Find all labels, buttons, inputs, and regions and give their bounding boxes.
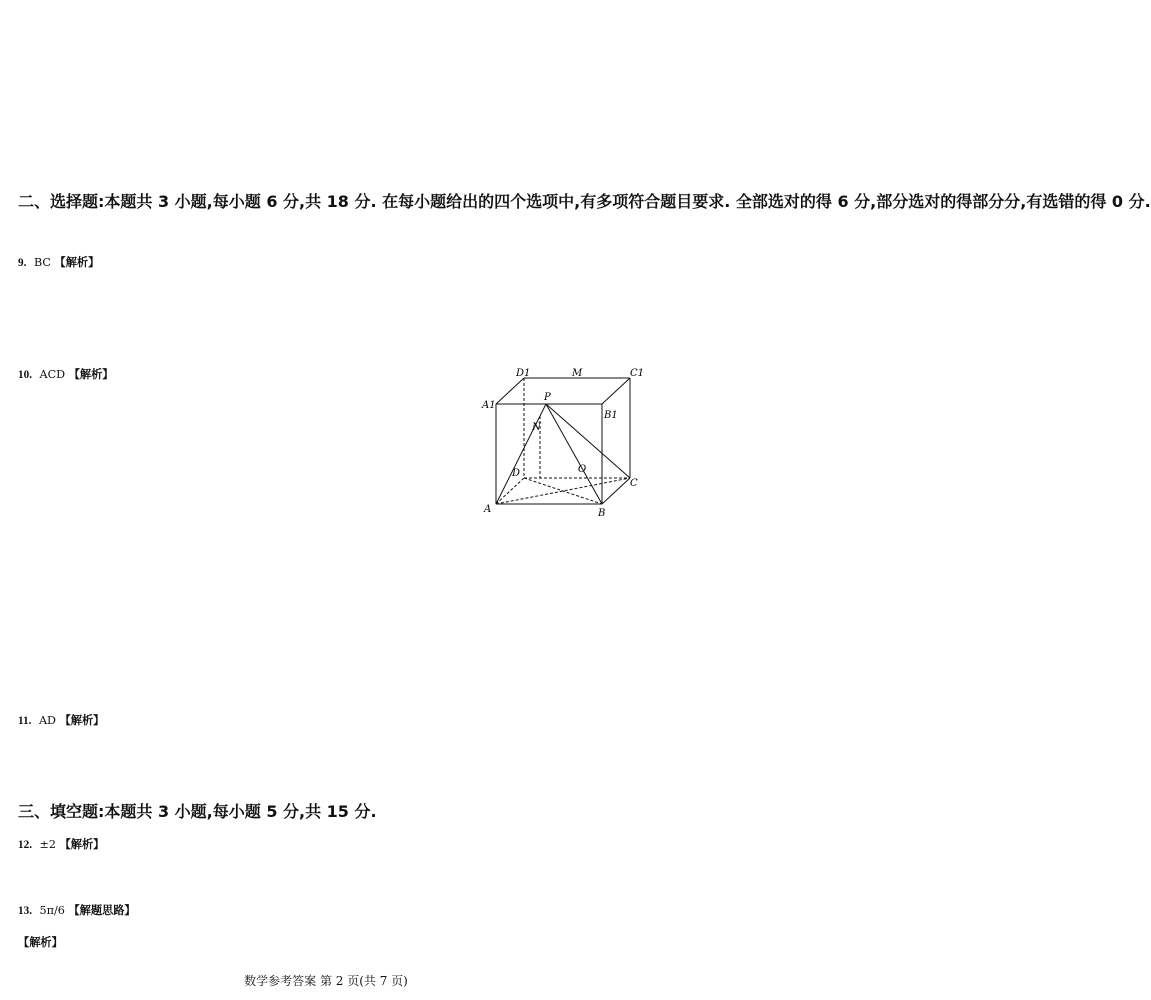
label-B1: B1 — [604, 410, 618, 421]
cube-figure — [480, 368, 645, 519]
label-A: A — [484, 504, 492, 515]
label-C: C — [630, 478, 638, 489]
label-B: B — [598, 508, 606, 519]
label-C1: C1 — [630, 368, 645, 379]
q9-tag: 【解析】 — [54, 255, 100, 269]
label-O: O — [578, 464, 587, 475]
q12-answer: ±2 — [39, 838, 57, 851]
q13-header — [18, 904, 634, 918]
label-D: D — [512, 468, 521, 479]
q13-tag2: 【解析】 — [18, 935, 63, 949]
label-N: N — [532, 422, 541, 433]
label-A1: A1 — [482, 400, 496, 411]
q10-tag: 【解析】 — [68, 367, 114, 381]
label-P: P — [544, 392, 551, 403]
section-heading-choice: 二、选择题:本题共 3 小题,每小题 6 分,共 18 分. 在每小题给出的四个选项中,有多项符合题目要求. 全部选对的得 6 分,部分选对的得部分分,有选错的得 0 分. — [18, 192, 1151, 211]
q10-answer: ACD — [39, 368, 66, 381]
q12-tag: 【解析】 — [59, 837, 105, 851]
q9-answer: BC — [33, 256, 51, 269]
page-footer: 数学参考答案 第 2 页(共 7 页) — [244, 974, 408, 988]
q10-header — [18, 368, 472, 382]
q11-tag: 【解析】 — [59, 713, 105, 727]
q11-number: 11. — [18, 715, 32, 727]
q13-analysis-header — [18, 936, 634, 949]
q9-header — [18, 256, 634, 270]
q13-answer: 5π/6 — [39, 904, 65, 917]
q13-number: 13. — [18, 905, 32, 917]
q10-number: 10. — [18, 369, 32, 381]
q11-header — [18, 714, 634, 728]
q11-answer: AD — [38, 714, 56, 727]
q9-number: 9. — [18, 257, 27, 269]
q12-header — [18, 838, 634, 852]
q12-number: 12. — [18, 839, 32, 851]
section-heading-fill: 三、填空题:本题共 3 小题,每小题 5 分,共 15 分. — [18, 802, 377, 821]
q13-tag: 【解题思路】 — [68, 903, 136, 917]
label-D1: D1 — [516, 368, 531, 379]
label-M: M — [572, 368, 583, 379]
